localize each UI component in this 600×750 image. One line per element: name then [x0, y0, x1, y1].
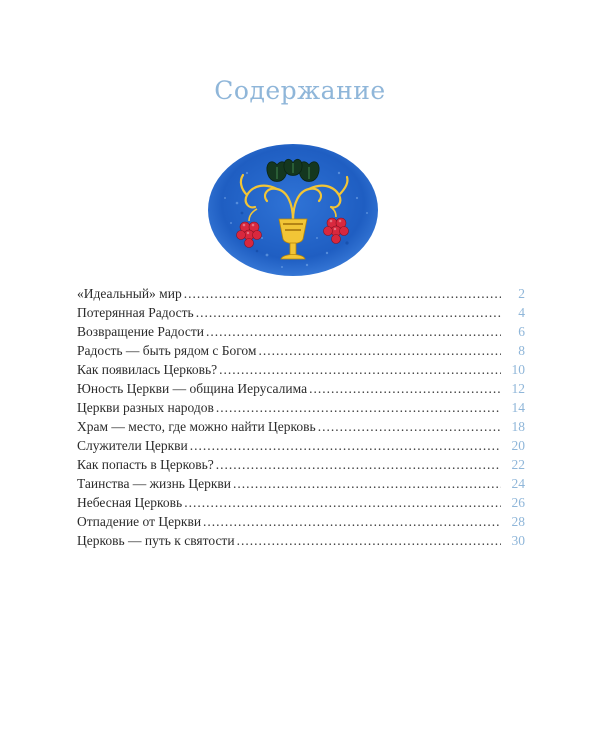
toc-entry-title: Таинства — жизнь Церкви — [77, 476, 231, 491]
toc-entry[interactable] — [77, 379, 525, 398]
chalice-with-grapes-emblem-icon — [207, 143, 379, 277]
dot-leader — [190, 436, 501, 455]
toc-entry-title: Небесная Церковь — [77, 495, 183, 510]
dot-leader — [233, 474, 501, 493]
toc-entry-page: 28 — [511, 514, 525, 529]
toc-entry[interactable] — [77, 512, 525, 531]
dot-leader — [184, 493, 501, 512]
toc-entry[interactable] — [77, 322, 525, 341]
dot-leader — [203, 512, 501, 531]
toc-entry-title: Возвращение Радости — [77, 324, 204, 339]
dot-leader — [318, 417, 501, 436]
toc-entry[interactable] — [77, 493, 525, 512]
toc-entry-title: «Идеальный» мир — [77, 286, 182, 301]
dot-leader — [216, 398, 501, 417]
toc-entry-title: Служители Церкви — [77, 438, 188, 453]
toc-entry-title: Храм — место, где можно найти Церковь — [77, 419, 316, 434]
toc-entry[interactable] — [77, 474, 525, 493]
toc-entry-page: 6 — [518, 324, 525, 339]
toc-entry-page: 22 — [511, 457, 525, 472]
toc-entry-title: Потерянная Радость — [77, 305, 194, 320]
toc-entry-page: 12 — [511, 381, 525, 396]
toc-entry-title: Юность Церкви — община Иерусалима — [77, 381, 308, 396]
toc-entry-page: 18 — [511, 419, 525, 434]
toc-entry-title: Отпадение от Церкви — [77, 514, 202, 529]
toc-entry[interactable] — [77, 531, 525, 550]
toc-entry-page: 30 — [511, 533, 525, 548]
toc-entry-title: Как появилась Церковь? — [77, 362, 218, 377]
dot-leader — [219, 360, 501, 379]
toc-entry[interactable] — [77, 303, 525, 322]
dot-leader — [216, 455, 501, 474]
toc-entry[interactable] — [77, 436, 525, 455]
table-of-contents — [77, 284, 525, 550]
dot-leader — [258, 341, 501, 360]
dot-leader — [184, 284, 501, 303]
dot-leader — [196, 303, 501, 322]
toc-entry-page: 4 — [518, 305, 525, 320]
toc-entry-title: Церковь — путь к святости — [77, 533, 235, 548]
toc-entry[interactable] — [77, 455, 525, 474]
toc-entry[interactable] — [77, 417, 525, 436]
toc-entry-page: 8 — [518, 343, 525, 358]
toc-entry-page: 24 — [511, 476, 525, 491]
dot-leader — [237, 531, 501, 550]
toc-entry[interactable] — [77, 398, 525, 417]
toc-entry[interactable] — [77, 360, 525, 379]
toc-entry-page: 20 — [511, 438, 525, 453]
page-title: Содержание — [214, 76, 386, 105]
toc-entry-page: 10 — [511, 362, 525, 377]
toc-entry[interactable] — [77, 284, 525, 303]
toc-entry-title: Как попасть в Церковь? — [77, 457, 214, 472]
toc-entry-page: 2 — [518, 286, 525, 301]
toc-entry-page: 26 — [511, 495, 525, 510]
toc-entry-title: Церкви разных народов — [77, 400, 214, 415]
toc-entry-page: 14 — [511, 400, 525, 415]
dot-leader — [206, 322, 501, 341]
toc-entry-title: Радость — быть рядом с Богом — [77, 343, 257, 358]
toc-entry[interactable] — [77, 341, 525, 360]
dot-leader — [309, 379, 501, 398]
